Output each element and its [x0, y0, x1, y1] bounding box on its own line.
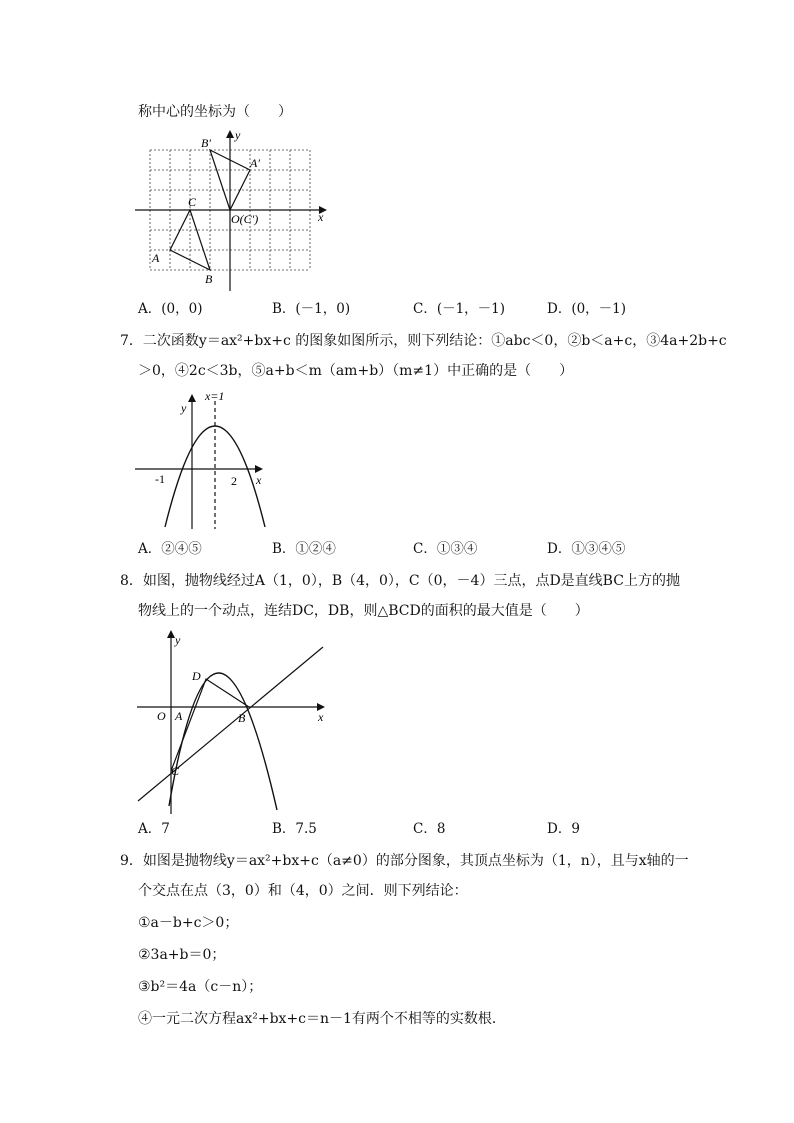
y-axis-arrow-icon	[188, 394, 196, 402]
label-b: B	[205, 272, 213, 286]
q9-stem-line1: 9．如图是抛物线y＝ax²+bx+c（a≠0）的部分图象，其顶点坐标为（1，n），且与x轴的一	[120, 853, 689, 869]
q8-stem-line2: 物线上的一个动点，连结DC，DB，则△BCD的面积的最大值是（ ）	[138, 603, 589, 619]
label-y: y	[235, 128, 241, 142]
q8-parabola-figure	[135, 624, 335, 819]
label-y: y	[175, 633, 181, 647]
label-neg1: -1	[155, 472, 165, 486]
x-axis-arrow-icon	[255, 465, 263, 473]
label-b-prime: B′	[201, 136, 211, 150]
label-o: O	[157, 709, 166, 723]
q8-option-a[interactable]: A．7	[138, 821, 170, 837]
q7-option-d[interactable]: D．①③④⑤	[547, 541, 626, 557]
label-x: x	[318, 710, 324, 724]
q9-stem-line2: 个交点在点（3，0）和（4，0）之间．则下列结论：	[138, 883, 468, 899]
label-a-prime: A′	[250, 156, 260, 170]
label-c: C	[188, 195, 197, 209]
q9-conclusion-2: ②3a+b＝0；	[138, 947, 226, 963]
label-a: A	[152, 251, 160, 265]
y-axis-arrow-icon	[167, 630, 175, 638]
label-a: A	[175, 709, 183, 723]
q6-option-a[interactable]: A．(0，0)	[138, 301, 203, 317]
q6-grid-figure	[135, 125, 335, 295]
q9-conclusion-1: ①a－b+c＞0；	[138, 915, 239, 931]
label-x: x	[318, 210, 324, 224]
label-d: D	[192, 669, 201, 683]
q7-stem-line1: 7．二次函数y＝ax²+bx+c 的图象如图所示，则下列结论：①abc＜0，②b＜a+c，③4a+2b+c	[120, 333, 727, 349]
q7-option-a[interactable]: A．②④⑤	[138, 541, 202, 557]
q9-conclusion-3: ③b²＝4a（c－n）；	[138, 979, 263, 995]
parabola	[165, 426, 265, 527]
q9-conclusion-4: ④一元二次方程ax²+bx+c＝n－1有两个不相等的实数根．	[138, 1011, 506, 1027]
label-b: B	[238, 711, 246, 725]
line-bc	[138, 647, 323, 801]
q8-stem-line1: 8．如图，抛物线经过A（1，0），B（4，0），C（0，－4）三点，点D是直线BC上方的抛	[120, 573, 680, 589]
segments-cd-db	[171, 679, 249, 771]
q7-option-c[interactable]: C．①③④	[413, 541, 478, 557]
q6-stem-tail: 称中心的坐标为（ ）	[138, 104, 292, 120]
label-x-eq-1: x=1	[205, 389, 225, 403]
q7-parabola-figure	[135, 387, 270, 532]
q7-stem-line2: ＞0，④2c＜3b，⑤a+b＜m（am+b）（m≠1）中正确的是（ ）	[138, 363, 574, 379]
q8-option-d[interactable]: D．9	[547, 821, 580, 837]
label-origin: O(C′)	[231, 212, 259, 226]
label-y: y	[181, 401, 187, 415]
q6-option-c[interactable]: C．(－1，－1)	[413, 301, 506, 317]
q6-option-d[interactable]: D．(0，－1)	[547, 301, 627, 317]
q7-option-b[interactable]: B．①②④	[272, 541, 336, 557]
q8-option-b[interactable]: B．7.5	[272, 821, 317, 837]
q6-option-b[interactable]: B．(－1，0)	[272, 301, 351, 317]
y-axis-arrow-icon	[226, 130, 234, 138]
parabola	[169, 673, 277, 810]
q8-option-c[interactable]: C．8	[413, 821, 446, 837]
label-two: 2	[231, 474, 237, 488]
label-c: C	[171, 764, 180, 778]
label-x: x	[256, 473, 262, 487]
